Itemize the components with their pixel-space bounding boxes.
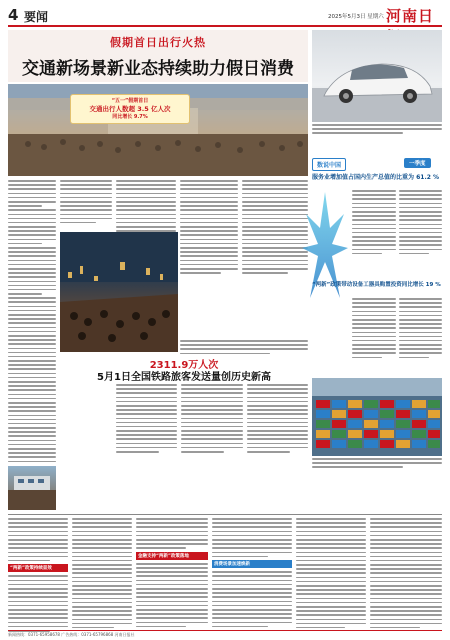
night-street-photo (60, 232, 178, 352)
col1-intro-box (8, 564, 68, 572)
lead-banner (70, 94, 190, 124)
lead-body-col-1 (8, 180, 56, 460)
lower-col-2 (72, 518, 132, 630)
masthead-logo: 河南日 (386, 7, 435, 25)
col3-box (136, 552, 208, 560)
data-section-tag: 一季度 (404, 158, 431, 168)
lead-body-col-2 (60, 180, 112, 230)
lead-body-col-5 (242, 180, 308, 270)
product-photo (312, 30, 442, 122)
rail-photo-scene (8, 466, 56, 510)
col1-intro-label: “两新”政策持续显效 (10, 566, 52, 572)
data-section-label: 数说中国 (312, 158, 346, 171)
lower-col-6 (370, 518, 442, 630)
lead-banner-line1: “五一”假期首日 (111, 98, 149, 104)
lower-col-4 (212, 518, 292, 630)
page-number: 4 (8, 6, 19, 24)
lead-photo (8, 84, 308, 176)
lead-kicker: 假期首日出行火热 (110, 36, 206, 49)
page-header (8, 4, 442, 24)
night-photo-caption (180, 340, 308, 354)
lower-col-5 (296, 518, 366, 630)
lower-col-1 (8, 518, 68, 630)
port-scene (312, 378, 442, 456)
rail-photo (8, 466, 56, 510)
rail-body-text (116, 384, 308, 464)
rail-stat-number: 2311.9万人次 (149, 360, 219, 371)
lead-headline: 交通新场景新业态持续助力假日消费 (22, 59, 294, 79)
data-story-2-title: “两新”政策带动设备工器具购置投资同比增长 19 % (312, 282, 441, 288)
lead-banner-line3: 同比增长 9.7% (112, 114, 148, 120)
col4-box-label: 消费场景加速焕新 (214, 562, 250, 568)
lower-col-3 (136, 518, 208, 630)
product-photo-caption (312, 124, 442, 134)
night-street-scene (60, 232, 178, 352)
date-line: 2025年5月3日 星期六 (328, 14, 384, 20)
footer-rule (8, 630, 442, 631)
header-rule (8, 25, 442, 27)
data-story-2-body (352, 298, 442, 374)
port-photo-caption (312, 458, 442, 468)
data-story-1-body (352, 190, 442, 270)
col3-box-label: 金融支持“两新”政策落地 (138, 553, 189, 559)
data-section-header (312, 158, 442, 170)
data-story-1-title: 服务业增加值占国内生产总值的比重为 61.2 % (312, 174, 439, 181)
section-name: 要闻 (24, 10, 49, 24)
lead-title-area (8, 30, 308, 82)
lead-body-col-4 (180, 180, 238, 270)
footer-line: 新闻热线：0371-65958678 广告热线：0371-65796868 河南日报社 (8, 632, 135, 637)
data-spark-graphic (300, 188, 350, 308)
lower-divider (8, 514, 442, 515)
col4-box (212, 560, 292, 568)
rail-stat-headline: 5月1日全国铁路旅客发送量创历史新高 (97, 372, 271, 383)
rail-stat-block (60, 356, 308, 383)
port-photo (312, 378, 442, 456)
spark-icon (300, 188, 350, 308)
lead-banner-line2: 交通出行人数超 3.5 亿人次 (89, 105, 171, 113)
product-illustration (312, 30, 442, 122)
